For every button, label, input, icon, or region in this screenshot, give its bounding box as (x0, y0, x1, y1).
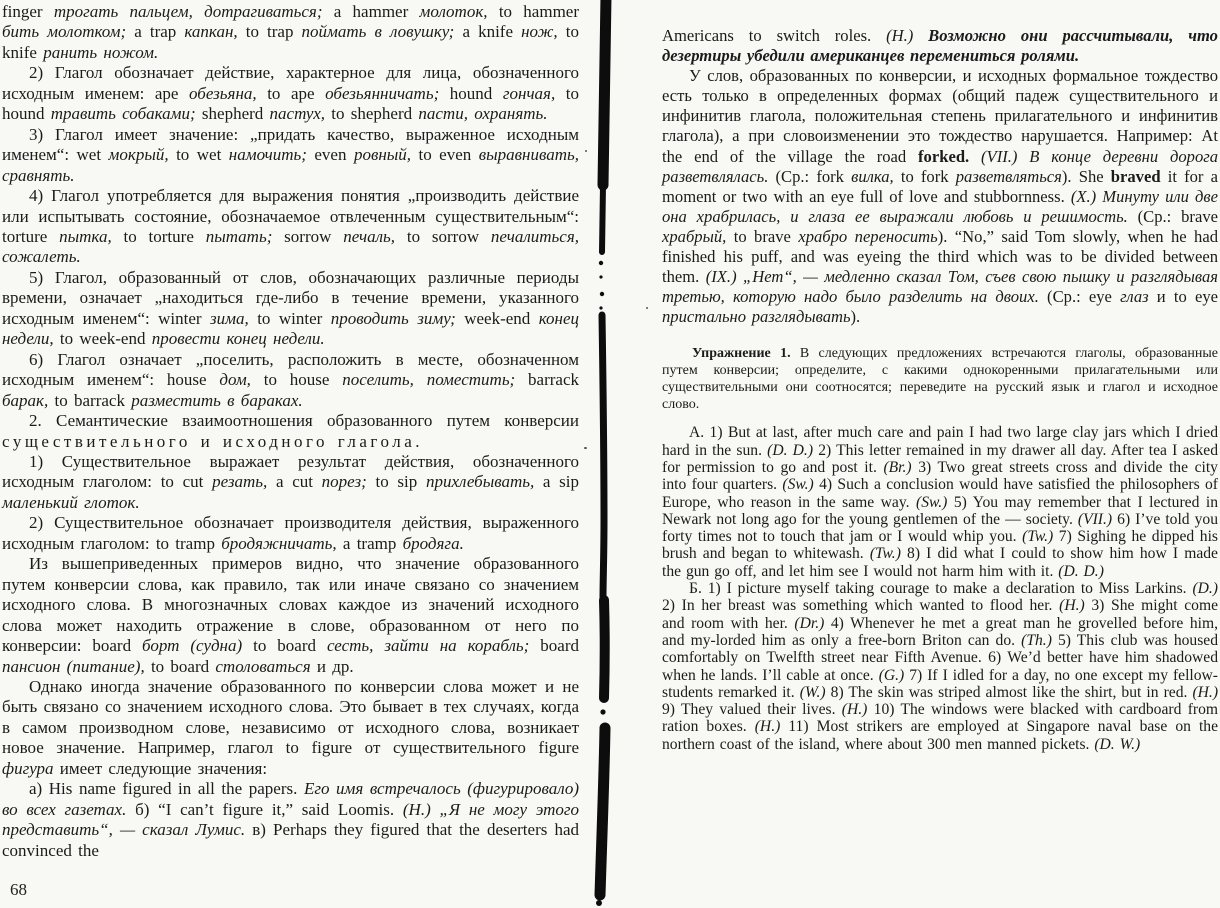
left-page-paragraph: 6) Глагол означает „поселить, расположить в месте, обозначенном исходным именем“: house дом, to house поселить, поместить; barrack барак, to barrack разместить в бараках. (2, 349, 579, 410)
left-page (2, 2, 579, 861)
scan-speck (584, 447, 587, 449)
right-page-paragraph: Americans to switch roles. (H.) Возможно они рассчитывали, что дезертиры убедили американцев перемениться ролями. (662, 26, 1218, 66)
right-page-main-text (662, 26, 1218, 327)
page-number: 68 (10, 880, 27, 899)
left-page-paragraph: 2) Существительное обозначает производителя действия, выраженного исходным глаголом: to tramp бродяжничать, a tramp бродяга. (2, 513, 579, 553)
left-page-paragraph: 5) Глагол, образованный от слов, обозначающих различные периоды времени, означает „находиться где-либо в течение времени, указанного исходным именем“: winter зима, to winter проводить зиму; week-end конец недели, to week-end провести конец недели. (2, 267, 580, 349)
exercise-sentences (662, 424, 1218, 753)
right-page-paragraph: У слов, образованных по конверсии, и исходных формальное тождество есть только в определенных формах (общий падеж существительного и инфинитив глагола, положительная степень прилагательного и инфинитив глагола), а при словоизменении это тождество нарушается. Например: At the end of the village the road forked. (VII.) В конце деревни дорога разветвлялась. (Ср.: fork вилка, to fork разветвляться). She braved it for a moment or two with an eye full of love and stubbornness. (X.) Минуту или две она храбрилась, и глаза ее выражали любовь и решимость. (Ср.: brave храбрый, to brave храбро переносить). “No,” said Tom slowly, when he had finished his puff, and was eyeing the third which was to be divided between them. (IX.) „Нет“, — медленно сказал Том, съев свою пышку и разглядывая третью, которую надо было разделить на двоих. (Ср.: eye глаз и to eye пристально разглядывать). (662, 66, 1219, 327)
left-page-paragraph: 2) Глагол обозначает действие, характерное для лица, обозначенного исходным именем: ape обезьяна, to ape обезьянничать; hound гончая, to hound травить собаками; shepherd пастух, to shepherd пасти, охранять. (2, 63, 580, 124)
right-page (662, 26, 1218, 753)
book-gutter-shadow (590, 0, 618, 908)
left-page-text-column (2, 2, 579, 861)
left-page-paragraph: finger трогать пальцем, дотрагиваться; a hammer молоток, to hammer бить молотком; a trap капкан, to trap поймать в ловушку; a knife нож, to knife ранить ножом. (2, 2, 579, 62)
left-page-paragraph: 1) Существительное выражает результат действия, обозначенного исходным глаголом: to cut резать, a cut порез; to sip прихлебывать, a sip маленький глоток. (2, 451, 579, 512)
scan-speck (646, 307, 648, 309)
left-page-paragraph: 4) Глагол употребляется для выражения понятия „производить действие или испытывать состояние, обозначаемое отвлеченным существительным“: torture пытка, to torture пытать; sorrow печаль, to sorrow печалиться, сожалеть. (2, 186, 579, 267)
left-page-paragraph: 2. Семантические взаимоотношения образованного путем конверсии существительного и исходного глагола. (2, 411, 579, 451)
exercise-section-paragraph: А. 1) But at last, after much care and pain I had two large clay jars which I dried hard in the sun. (D. D.) 2) This letter remained in my drawer all day. After tea I asked for permission to go and post it. (Br.) 3) Two great streets cross and divide the city into four quarters. (Sw.) 4) Such a conclusion would have satisfied the philosophers of Europe, who reason in the same way. (Sw.) 5) You may remember that I lectured in Newark not long ago for the young gentlemen of the — society. (VII.) 6) I’ve told you forty times not to touch that jam or I would whip you. (Tw.) 7) Sighing he dipped his brush and began to whitewash. (Tw.) 8) I did what I could to show him how I made the gun go off, and let him see I would not harm him with it. (D. D.) (662, 424, 1219, 580)
left-page-paragraph: а) His name figured in all the papers. Его имя встречалось (фигурировало) во всех газетах. б) “I can’t figure it,” said Loomis. (H.) „Я не могу этого представить“, — сказал Лумис. в) Perhaps they figured that the deserters had convinced the (2, 779, 579, 860)
left-page-paragraph: Однако иногда значение образованного по конверсии слова может и не быть связано со значением исходного слова. Это бывает в тех случаях, когда в самом производном слове, независимо от исходного слова, возникает новое значение. Например, глагол to figure от существительного figure фигура имеет следующие значения: (2, 676, 579, 778)
left-page-paragraph: 3) Глагол имеет значение: „придать качество, выраженное исходным именем“: wet мокрый, to wet намочить; even ровный, to even выравнивать, сравнять. (2, 124, 579, 185)
exercise-section-paragraph: Б. 1) I picture myself taking courage to make a declaration to Miss Larkins. (D.) 2) In her breast was something which wanted to flood her. (H.) 3) She might come and room with her. (Dr.) 4) Whenever he met a great man he grovelled before him, and my-lorded him as only a free-born Briton can do. (Th.) 5) This club was housed comfortably on Twelfth street near Fifth Avenue. 6) We’d better have him shadowed when he lands. I’ll cable at once. (G.) 7) If I idled for a day, no one except my fellow-students remarked it. (W.) 8) The skin was striped almost like the shirt, but in red. (H.) 9) They valued their lives. (H.) 10) The windows were blacked with cardboard from ration boxes. (H.) 11) Most strikers are employed at Singapore naval base on the northern coast of the island, where about 300 men manned pickets. (D. W.) (662, 580, 1219, 753)
exercise-intro-paragraph: Упражнение 1. В следующих предложениях встречаются глаголы, образованные путем конверсии; определите, с какими однокоренными прилагательными или существительными они соотносятся; переведите на русский язык и глагол и исходное слово. (662, 346, 1219, 413)
left-page-paragraph: Из вышеприведенных примеров видно, что значение образованного путем конверсии слова, как правило, так или иначе связано со значением исходного слова. В многозначных словах каждое из значений исходного слова может находить отражение в слове, образованном от него по конверсии: board борт (судна) to board сесть, зайти на корабль; board пансион (питание), to board столоваться и др. (2, 554, 579, 676)
scan-speck (585, 150, 587, 152)
exercise-heading-paragraph (662, 345, 1218, 413)
